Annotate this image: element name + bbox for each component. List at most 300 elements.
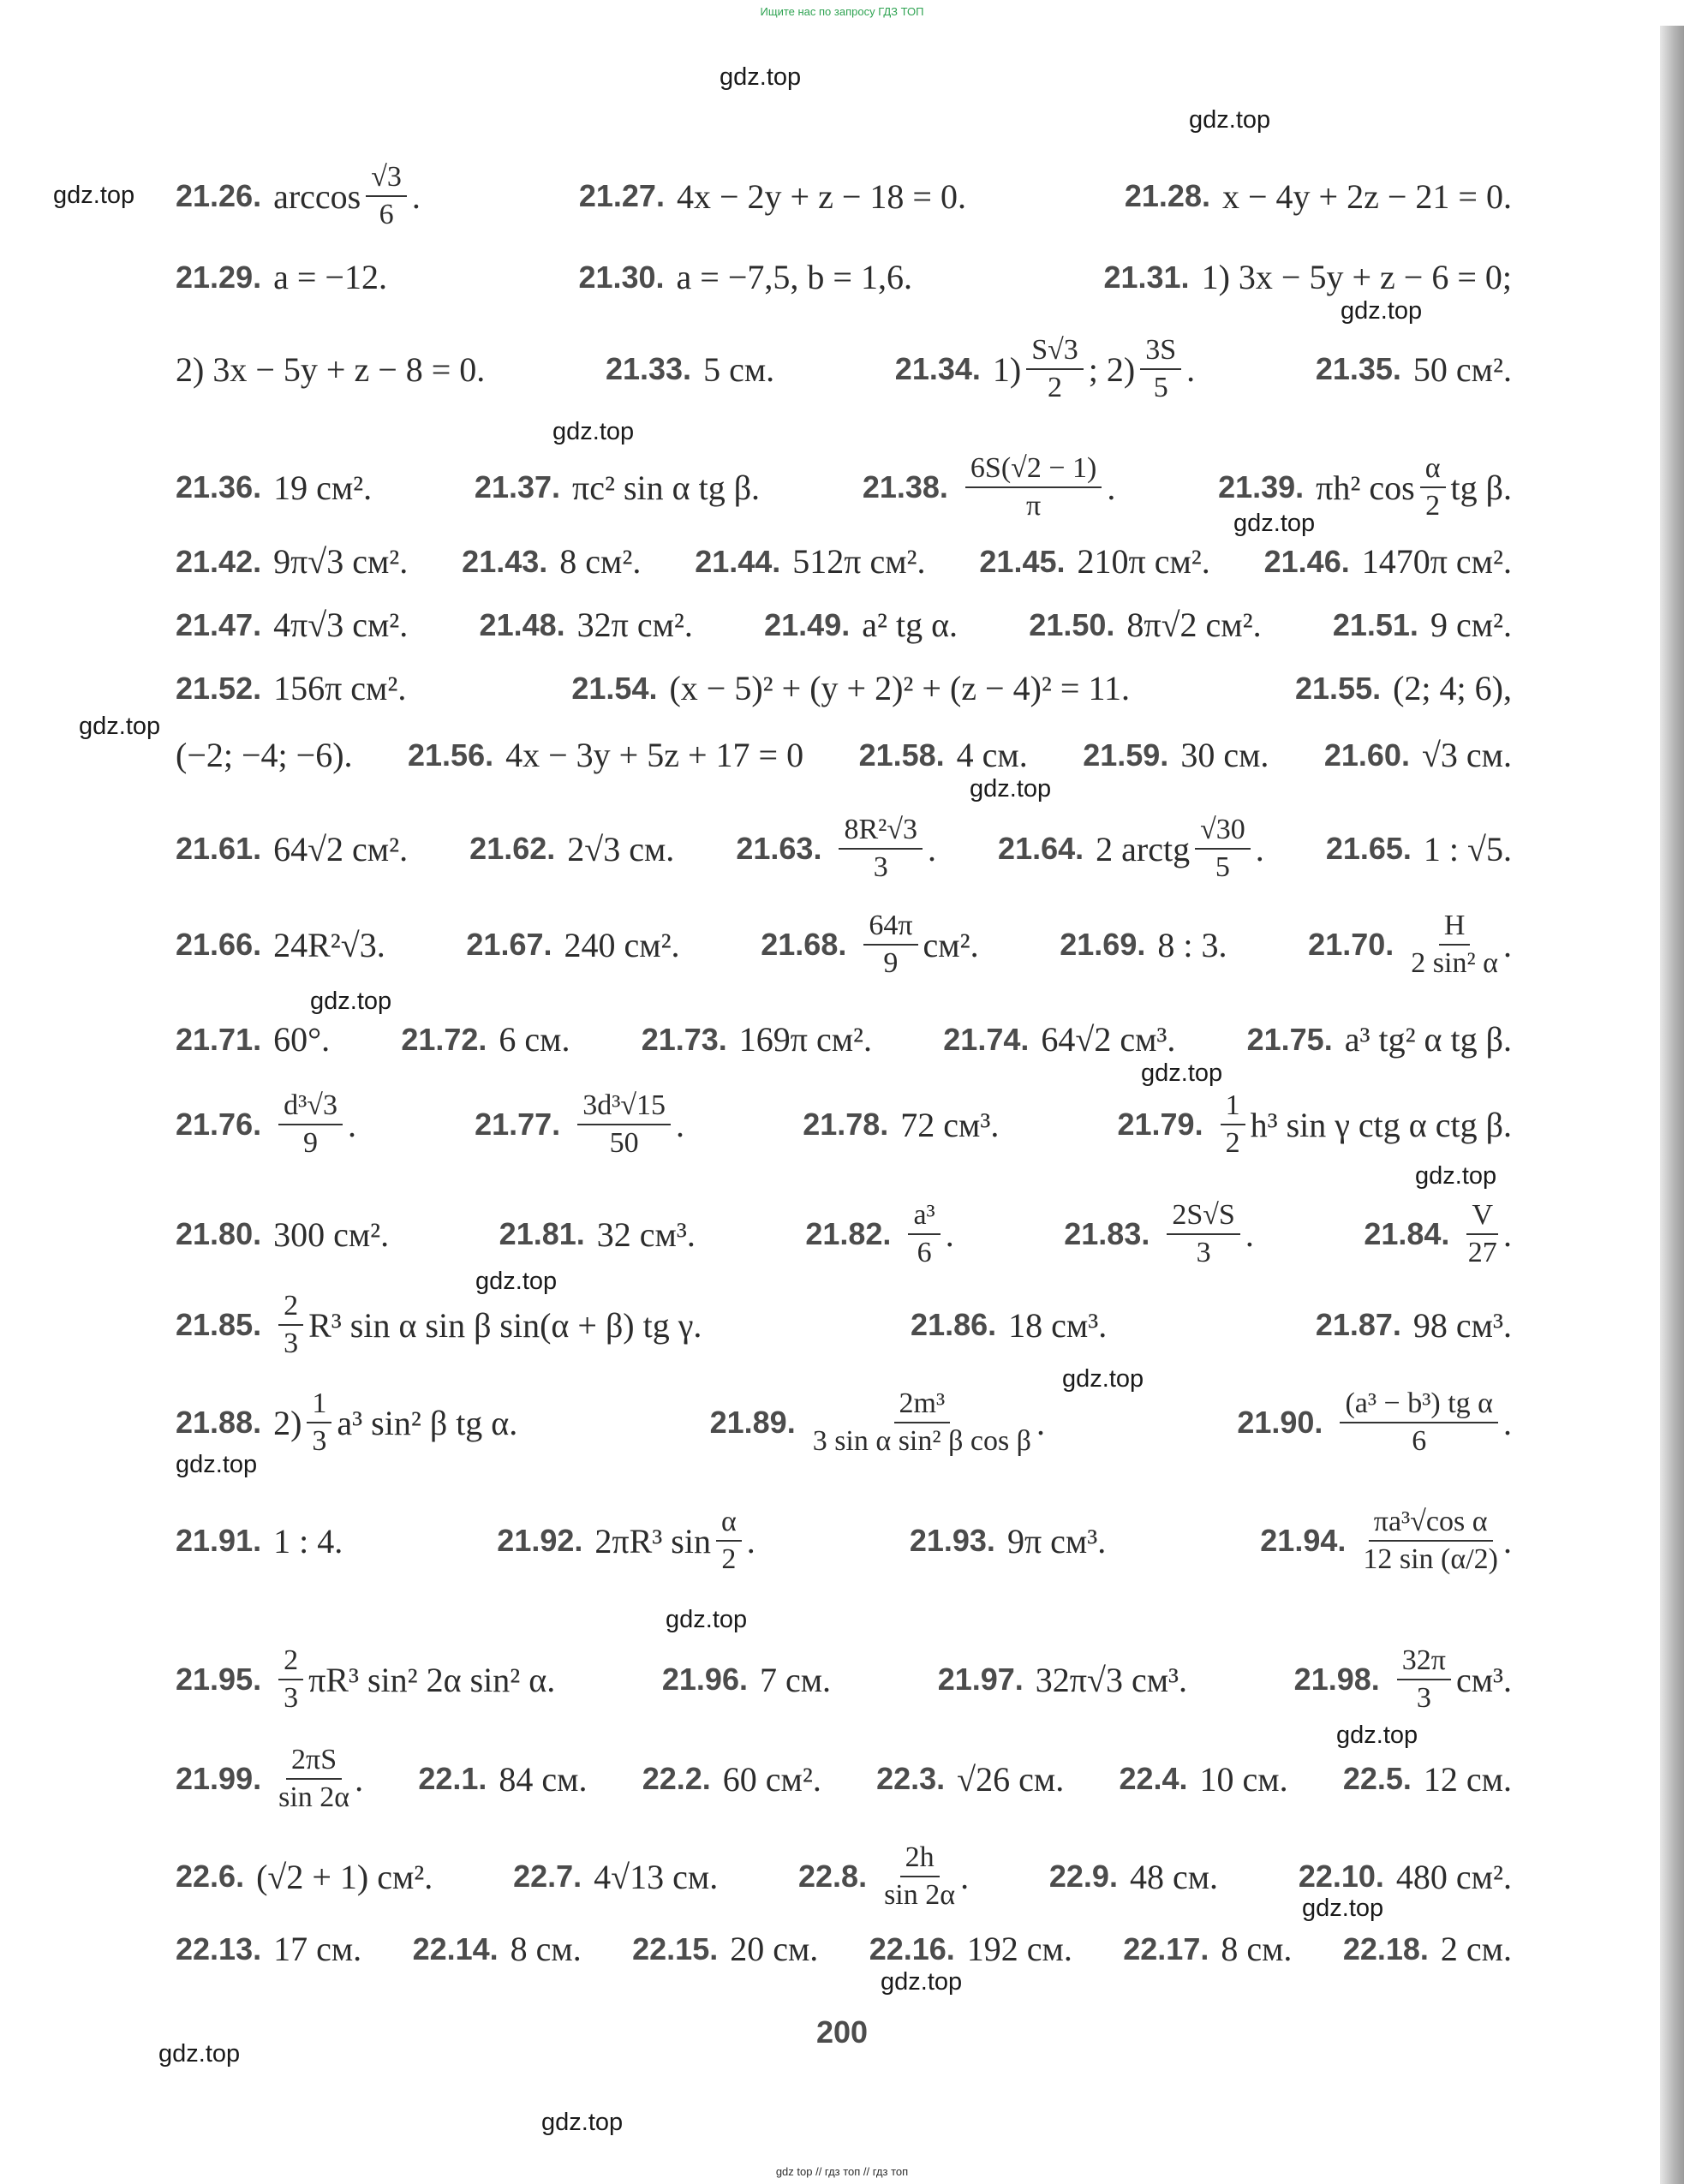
answer-prefix: 2πR³ sin <box>594 1521 711 1560</box>
answer-value: 1) 3x − 5y + z − 6 = 0; <box>1201 258 1512 296</box>
answer-22-7 <box>513 1857 718 1897</box>
answer-21-84: 21.84. $\frac{V}{27}$ . <box>1364 1199 1512 1269</box>
watermark: gdz.top <box>666 1606 748 1633</box>
numerator: 1 <box>307 1387 331 1423</box>
answer-value: 1 : 4. <box>273 1521 343 1560</box>
denominator: 2 <box>721 1543 737 1576</box>
fraction <box>1397 1644 1451 1715</box>
watermark: gdz.top <box>1189 106 1271 134</box>
answer-number: 21.52. <box>176 670 262 706</box>
watermark: gdz.top <box>720 63 802 91</box>
denominator: 6 <box>1412 1425 1427 1458</box>
answer-suffix: см². <box>923 925 979 964</box>
answer-value: 7 см. <box>759 1660 832 1699</box>
answer-21-94: 21.94. $\frac{\text{πa³√cos α}}{12 \sin (\alpha/2)}$ . <box>1260 1506 1512 1576</box>
answer-value: 72 см³. <box>900 1105 1000 1144</box>
denominator: 2 <box>1225 1127 1240 1160</box>
answer-21-36 <box>176 468 372 508</box>
answer-21-46 <box>1264 541 1512 582</box>
watermark: gdz.top <box>541 2109 624 2136</box>
answer-number: 21.37. <box>474 469 561 505</box>
answer-value: (2; 4; 6), <box>1393 669 1512 707</box>
answer-value: 2√3 см. <box>567 829 675 868</box>
answer-22-16 <box>869 1929 1072 1969</box>
answer-21-52 <box>176 668 406 708</box>
answer-suffix: a³ sin² β tg α. <box>337 1403 518 1442</box>
denominator: 9 <box>883 947 899 980</box>
answer-number: 21.92. <box>497 1523 583 1559</box>
answer-21-80 <box>176 1214 389 1255</box>
answer-value: 210π см². <box>1077 542 1210 581</box>
answer-21-73 <box>642 1019 872 1059</box>
answer-21-99: 21.99. $\frac{2\pi S}{\sin 2\alpha}$ . <box>176 1744 364 1814</box>
numerator: √3 <box>366 161 407 197</box>
numerator: 32π <box>1397 1644 1451 1680</box>
answer-21-90: 21.90. $\frac{\text{(a³ − b³) tg α}}{6}$ . <box>1237 1387 1512 1458</box>
answer-number: 21.83. <box>1064 1216 1150 1252</box>
answer-21-31 <box>1103 257 1512 297</box>
answer-21-47 <box>176 605 408 645</box>
watermark: gdz.top <box>552 418 635 445</box>
answer-number: 21.60. <box>1323 737 1410 773</box>
answer-value: 32π√3 см³. <box>1035 1660 1188 1699</box>
denominator: 2 sin² α <box>1411 947 1498 980</box>
watermark: gdz.top <box>1415 1162 1497 1190</box>
answer-value: √3 см. <box>1421 736 1512 774</box>
answer-prefix: 1) <box>992 349 1022 389</box>
answer-number: 21.54. <box>571 670 658 706</box>
answer-number: 21.88. <box>176 1405 262 1441</box>
answer-number: 21.56. <box>408 737 494 773</box>
numerator: 1 <box>1221 1089 1245 1125</box>
numerator: H <box>1439 910 1471 946</box>
answer-line <box>176 452 1512 522</box>
denominator: 9 <box>303 1127 319 1160</box>
numerator: V <box>1466 1199 1498 1235</box>
answer-number: 21.42. <box>176 543 262 579</box>
answer-21-68 <box>761 910 978 980</box>
answer-22-14 <box>413 1929 582 1969</box>
answer-number: 21.96. <box>661 1662 748 1698</box>
answer-value: 480 см². <box>1395 1857 1512 1896</box>
answer-21-27 <box>579 176 966 217</box>
answer-number: 21.47. <box>176 606 262 642</box>
answer-number: 21.35. <box>1315 351 1401 387</box>
answer-21-71 <box>176 1019 330 1059</box>
numerator: √30 <box>1195 814 1251 850</box>
answer-21-67 <box>466 925 679 965</box>
answer-21-77: 21.77. $\frac{\text{3d³√15}}{50}$ . <box>475 1089 685 1160</box>
answer-21-93 <box>910 1521 1106 1561</box>
answer-number: 21.90. <box>1237 1405 1323 1441</box>
answer-value: 18 см³. <box>1008 1305 1108 1345</box>
answer-number: 21.46. <box>1263 543 1350 579</box>
answer-21-54 <box>571 668 1130 708</box>
fraction <box>1221 1089 1245 1160</box>
answer-21-86 <box>911 1305 1107 1346</box>
answer-value: 4x − 3y + 5z + 17 = 0 <box>505 736 804 774</box>
answer-value: 48 см. <box>1129 1857 1219 1896</box>
answer-number: 22.16. <box>869 1930 955 1966</box>
answer-21-55-cont <box>176 735 353 775</box>
answer-21-75 <box>1247 1019 1512 1059</box>
answer-value: 1470π см². <box>1361 542 1512 581</box>
answer-21-56 <box>408 735 803 775</box>
answer-suffix: R³ sin α sin β sin(α + β) tg γ. <box>308 1305 702 1345</box>
denominator: sin 2α <box>278 1781 350 1814</box>
answer-value: (−2; −4; −6). <box>176 736 353 774</box>
footer-note: gdz top // гдз топ // гдз топ <box>775 2165 909 2178</box>
numerator: 6S(√2 − 1) <box>965 452 1102 488</box>
answer-value: 300 см². <box>273 1214 390 1254</box>
fraction <box>1411 910 1498 980</box>
numerator: 2S√S <box>1167 1199 1239 1235</box>
watermark: gdz.top <box>176 1451 258 1478</box>
answer-21-66 <box>176 925 385 965</box>
answer-value: 240 см². <box>564 925 680 964</box>
numerator: (a³ − b³) tg α <box>1340 1387 1498 1423</box>
answer-suffix: πR³ sin² 2α sin² α. <box>308 1660 556 1699</box>
answer-21-64: 21.64. 2 arctg $\frac{√30}{5}$ . <box>998 814 1264 884</box>
answer-21-69 <box>1060 925 1227 965</box>
answer-line <box>176 257 1512 297</box>
answer-21-87 <box>1316 1305 1512 1346</box>
answer-21-79 <box>1117 1089 1511 1160</box>
answer-number: 22.17. <box>1123 1930 1209 1966</box>
denominator: 27 <box>1467 1237 1497 1269</box>
answer-21-63: 21.63. $\frac{\text{8R²√3}}{3}$ . <box>736 814 936 884</box>
answer-value: a = −7,5, b = 1,6. <box>676 258 912 296</box>
answer-number: 21.86. <box>911 1307 997 1343</box>
numerator: 3d³√15 <box>577 1089 671 1125</box>
answer-value: 17 см. <box>273 1930 362 1968</box>
numerator: d³√3 <box>278 1089 343 1125</box>
fraction <box>307 1387 331 1458</box>
answer-number: 21.85. <box>176 1307 262 1343</box>
denominator: 50 <box>609 1127 639 1160</box>
answer-22-1 <box>418 1759 587 1799</box>
answer-number: 21.97. <box>937 1662 1024 1698</box>
fraction <box>278 1644 303 1715</box>
answer-21-72 <box>401 1019 570 1059</box>
answer-22-13 <box>176 1929 361 1969</box>
answer-value: 4√13 см. <box>594 1857 719 1896</box>
answer-number: 21.27. <box>578 178 665 214</box>
fraction <box>813 1387 1031 1458</box>
answer-line <box>176 1089 1512 1160</box>
page-edge-shadow <box>1660 26 1684 2184</box>
fraction <box>1140 334 1181 404</box>
answer-22-2 <box>642 1759 821 1799</box>
answer-21-51 <box>1333 605 1512 645</box>
answer-21-98 <box>1294 1644 1512 1715</box>
answer-number: 21.75. <box>1246 1021 1333 1057</box>
answer-number: 21.55. <box>1295 670 1382 706</box>
answer-21-28 <box>1125 176 1512 217</box>
answer-21-30 <box>578 257 912 297</box>
answer-number: 21.87. <box>1315 1307 1401 1343</box>
denominator: 3 sin α sin² β cos β <box>812 1425 1031 1458</box>
fraction <box>1340 1387 1498 1458</box>
answer-21-37 <box>475 468 760 508</box>
answer-line <box>176 1744 1512 1814</box>
watermark: gdz.top <box>1302 1895 1384 1922</box>
answer-number: 21.31. <box>1103 259 1190 295</box>
fraction <box>884 1841 955 1912</box>
answer-value: 32 см³. <box>596 1214 696 1254</box>
answer-value: 192 см. <box>966 1930 1072 1968</box>
answer-value: 64√2 см². <box>273 829 409 868</box>
answer-21-91 <box>176 1521 343 1561</box>
answer-value: 169π см². <box>738 1020 873 1059</box>
denominator: 3 <box>312 1425 327 1458</box>
numerator: α <box>716 1506 742 1542</box>
answer-number: 22.15. <box>632 1930 719 1966</box>
answer-line <box>176 1841 1512 1912</box>
answer-number: 21.65. <box>1325 831 1412 867</box>
watermark: gdz.top <box>1336 1722 1418 1749</box>
answer-value: 9π см³. <box>1006 1521 1107 1560</box>
denominator: 5 <box>1153 372 1168 404</box>
answer-number: 21.93. <box>909 1523 995 1559</box>
answer-value: 30 см. <box>1180 736 1269 774</box>
fraction <box>577 1089 671 1160</box>
denominator: π <box>1026 490 1042 522</box>
answer-value: 32π см². <box>576 606 693 644</box>
answer-number: 21.89. <box>709 1405 796 1441</box>
answer-21-39 <box>1218 452 1512 522</box>
answer-21-33 <box>606 349 774 390</box>
fraction <box>965 452 1102 522</box>
denominator: 3 <box>284 1682 299 1715</box>
answer-number: 21.91. <box>176 1523 262 1559</box>
answer-prefix: arccos <box>273 176 361 216</box>
answer-number: 21.79. <box>1117 1107 1203 1143</box>
answer-value: 2) 3x − 5y + z − 8 = 0. <box>176 349 486 389</box>
answer-value: √26 см. <box>957 1759 1065 1799</box>
answer-number: 21.48. <box>479 606 565 642</box>
answer-number: 22.4. <box>1119 1761 1188 1797</box>
answer-number: 21.61. <box>176 831 262 867</box>
answer-21-95 <box>176 1644 555 1715</box>
answer-line <box>176 161 1512 231</box>
answer-21-82: 21.82. $\frac{\text{a³}}{6}$ . <box>805 1199 954 1269</box>
answer-prefix: 2 arctg <box>1096 829 1191 868</box>
answer-number: 21.84. <box>1364 1216 1450 1252</box>
answer-21-43 <box>462 541 641 582</box>
numerator: 2 <box>278 1290 303 1326</box>
answer-number: 21.28. <box>1124 178 1210 214</box>
answer-21-81 <box>499 1214 696 1255</box>
answer-22-8: 22.8. $\frac{2h}{\sin 2\alpha}$ . <box>798 1841 970 1912</box>
answer-value: 8π√2 см². <box>1126 606 1262 644</box>
answer-value: 1 : √5. <box>1423 829 1512 868</box>
watermark: gdz.top <box>310 988 392 1015</box>
answer-number: 22.7. <box>513 1859 582 1895</box>
answer-21-92: 21.92. 2πR³ sin $\frac{\alpha}{2}$ . <box>497 1506 755 1576</box>
fraction <box>863 910 917 980</box>
answer-value: a = −12. <box>273 258 387 296</box>
answer-21-55 <box>1295 668 1512 708</box>
answer-number: 22.6. <box>176 1859 245 1895</box>
answer-value: 4x − 2y + z − 18 = 0. <box>676 176 966 216</box>
fraction <box>366 161 407 231</box>
answer-number: 21.99. <box>176 1761 262 1797</box>
answer-line <box>176 910 1512 980</box>
numerator: 2m³ <box>894 1387 951 1423</box>
answer-21-59 <box>1083 735 1269 775</box>
answer-line <box>176 1929 1512 1969</box>
answer-21-89: 21.89. $\frac{\text{2m³}}{\text{3 sin α sin² β cos β}}$ . <box>709 1387 1045 1458</box>
answer-21-48 <box>480 605 693 645</box>
answer-line <box>176 668 1512 708</box>
answer-suffix: tg β. <box>1450 468 1512 507</box>
answer-number: 22.14. <box>412 1930 499 1966</box>
answer-22-4 <box>1119 1759 1287 1799</box>
answer-line <box>176 1199 1512 1269</box>
answer-22-9 <box>1049 1857 1218 1897</box>
watermark: gdz.top <box>1233 510 1316 537</box>
denominator: 3 <box>1416 1682 1431 1715</box>
answer-number: 22.1. <box>418 1761 487 1797</box>
fraction <box>1026 334 1084 404</box>
answer-value: 9π√3 см². <box>273 542 409 581</box>
answer-number: 21.76. <box>176 1107 262 1143</box>
fraction <box>278 1290 303 1360</box>
fraction <box>1167 1199 1239 1269</box>
answer-number: 21.29. <box>176 259 262 295</box>
fraction <box>716 1506 742 1576</box>
answer-suffix: см³. <box>1455 1660 1512 1699</box>
answer-number: 21.51. <box>1332 606 1418 642</box>
answer-number: 21.59. <box>1083 737 1169 773</box>
watermark: gdz.top <box>1341 297 1423 325</box>
fraction <box>1195 814 1251 884</box>
answer-value: 60°. <box>273 1020 331 1059</box>
denominator: 2 <box>1425 490 1441 522</box>
answer-number: 21.45. <box>979 543 1066 579</box>
answer-22-10 <box>1299 1857 1512 1897</box>
answer-number: 21.72. <box>401 1021 487 1057</box>
answer-22-17 <box>1123 1929 1292 1969</box>
answer-number: 21.63. <box>736 831 822 867</box>
answer-number: 21.50. <box>1029 606 1115 642</box>
answer-number: 21.70. <box>1308 927 1394 963</box>
answer-value: 84 см. <box>499 1759 588 1799</box>
fraction <box>1363 1506 1498 1576</box>
answer-number: 22.8. <box>798 1859 868 1895</box>
answer-number: 21.69. <box>1060 927 1146 963</box>
watermark: gdz.top <box>1141 1059 1223 1087</box>
answer-21-49 <box>764 605 958 645</box>
watermark: gdz.top <box>79 713 161 740</box>
answer-number: 22.9. <box>1048 1859 1118 1895</box>
answer-number: 21.98. <box>1293 1662 1380 1698</box>
watermark: gdz.top <box>1062 1365 1144 1393</box>
denominator: sin 2α <box>884 1879 956 1912</box>
answer-line <box>176 735 1512 775</box>
answer-21-58 <box>859 735 1028 775</box>
denominator: 5 <box>1215 851 1230 884</box>
answer-value: 19 см². <box>273 468 373 507</box>
answer-number: 21.78. <box>803 1107 889 1143</box>
answer-21-38: 21.38. $\frac{6S(√2 - 1)}{\pi}$ . <box>862 452 1116 522</box>
numerator: S√3 <box>1026 334 1084 370</box>
answer-21-74 <box>943 1019 1175 1059</box>
answer-value: x − 4y + 2z − 21 = 0. <box>1221 176 1512 216</box>
answer-21-31-cont <box>176 349 485 390</box>
denominator: 6 <box>917 1237 932 1269</box>
answer-number: 22.5. <box>1342 1761 1412 1797</box>
answer-number: 21.82. <box>805 1216 892 1252</box>
answer-line <box>176 814 1512 884</box>
answer-value: 5 см. <box>703 349 775 389</box>
answer-mid: ; 2) <box>1088 349 1136 389</box>
answer-value: 2 см. <box>1440 1930 1512 1968</box>
answer-21-29 <box>176 257 387 297</box>
denominator: 12 sin (α/2) <box>1363 1543 1498 1576</box>
watermark: gdz.top <box>970 775 1052 803</box>
answer-21-44 <box>695 541 925 582</box>
page-number: 200 <box>815 2014 869 2050</box>
answer-number: 21.49. <box>764 606 851 642</box>
answer-value: a³ tg² α tg β. <box>1344 1020 1512 1059</box>
answer-value: 4π√3 см². <box>273 606 409 644</box>
denominator: 3 <box>873 851 888 884</box>
answer-number: 21.44. <box>695 543 781 579</box>
answer-21-62 <box>469 829 674 869</box>
answer-number: 21.81. <box>499 1216 585 1252</box>
answer-22-3 <box>876 1759 1064 1799</box>
answer-number: 21.36. <box>176 469 262 505</box>
answer-line <box>176 1506 1512 1576</box>
watermark: gdz.top <box>53 182 135 209</box>
answer-prefix: 2) <box>273 1403 302 1442</box>
answer-21-45 <box>979 541 1209 582</box>
answer-line <box>176 1019 1512 1059</box>
fraction <box>1420 452 1446 522</box>
answer-value: (√2 + 1) см². <box>256 1857 433 1896</box>
answer-value: πc² sin α tg β. <box>572 468 761 507</box>
answer-number: 21.62. <box>469 831 556 867</box>
answer-value: a² tg α. <box>862 606 958 644</box>
answer-21-26: 21.26. arccos $\frac{√3}{6}$ . <box>176 161 421 231</box>
answer-number: 22.10. <box>1298 1859 1384 1895</box>
answer-21-35 <box>1316 349 1512 390</box>
answer-suffix: h³ sin γ ctg α ctg β. <box>1250 1105 1512 1144</box>
answer-21-65 <box>1326 829 1512 869</box>
answer-number: 21.39. <box>1218 469 1305 505</box>
answer-number: 22.13. <box>176 1930 262 1966</box>
answer-22-5 <box>1343 1759 1512 1799</box>
answer-value: 50 см². <box>1412 349 1512 389</box>
answer-21-97 <box>938 1660 1187 1700</box>
numerator: 2 <box>278 1644 303 1680</box>
answer-21-83: 21.83. $\frac{2S√S}{3}$ . <box>1064 1199 1254 1269</box>
watermark: gdz.top <box>158 2040 241 2068</box>
answer-number: 21.71. <box>176 1021 262 1057</box>
answer-21-50 <box>1029 605 1261 645</box>
denominator: 2 <box>1048 372 1062 404</box>
answer-value: (x − 5)² + (y + 2)² + (z − 4)² = 11. <box>669 669 1130 707</box>
answer-line <box>176 1290 1512 1360</box>
answer-22-15 <box>632 1929 818 1969</box>
answer-value: 20 см. <box>730 1930 819 1968</box>
header-note: Ищите нас по запросу ГДЗ ТОП <box>760 5 924 18</box>
numerator: α <box>1420 452 1446 488</box>
answer-22-18 <box>1343 1929 1512 1969</box>
denominator: 3 <box>284 1328 299 1360</box>
